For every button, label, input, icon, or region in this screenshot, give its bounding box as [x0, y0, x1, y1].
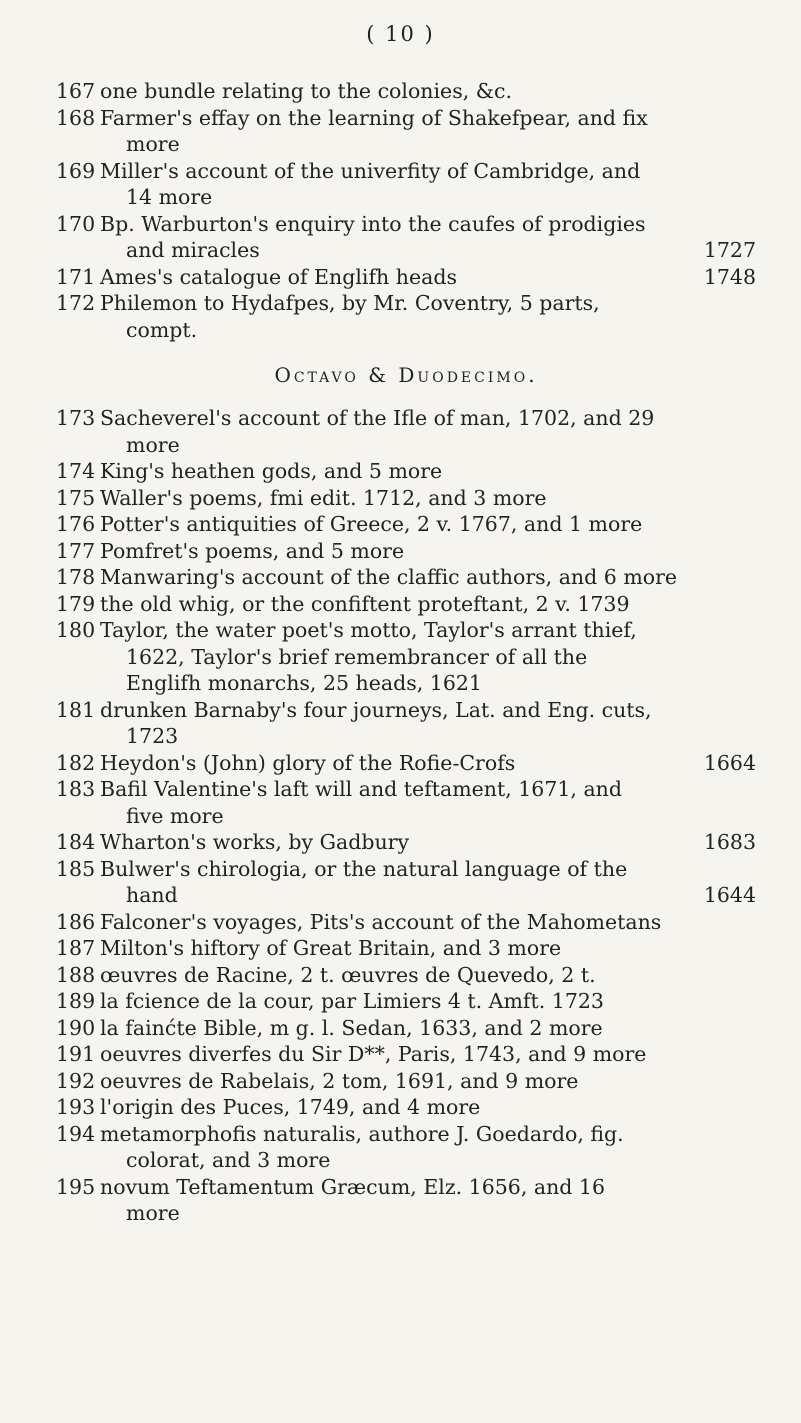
entry-line [100, 237, 756, 264]
entry-line [100, 538, 756, 565]
entry-text: hand [126, 883, 178, 907]
entry-date: 1683 [703, 830, 756, 854]
entry-date: 1644 [703, 883, 756, 907]
entry-date: 1664 [703, 750, 756, 775]
entry-text: more [126, 1201, 180, 1225]
entry-line [100, 1094, 756, 1121]
entry-text: compt. [126, 317, 198, 342]
entry-text: Wharton's works, by Gadbury [100, 830, 410, 854]
catalogue-entry [56, 591, 756, 618]
lot-number: 194 [56, 1121, 96, 1146]
catalogue-entry [56, 158, 756, 211]
entry-text: la fcience de la cour, par Limiers 4 t. Amft. 1723 [100, 989, 604, 1013]
entry-line [100, 1015, 756, 1042]
lot-number: 195 [56, 1174, 96, 1199]
entry-text: 1622, Taylor's brief remembrancer of all the [126, 644, 588, 669]
lot-number: 170 [56, 211, 96, 236]
entry-text: oeuvres de Rabelais, 2 tom, 1691, and 9 more [100, 1068, 579, 1093]
lot-number: 179 [56, 591, 96, 616]
entry-text: Heydon's (John) glory of the Rofie-Crofs [100, 750, 516, 775]
entry-text: Potter's antiquities of Greece, 2 v. 1767, and 1 more [100, 512, 643, 536]
entry-line [100, 591, 756, 618]
lot-number: 188 [56, 962, 96, 987]
entry-text: Waller's poems, fmi edit. 1712, and 3 more [100, 485, 547, 510]
lot-number: 182 [56, 750, 96, 775]
lot-number: 178 [56, 565, 96, 589]
catalogue-entry [56, 750, 756, 777]
entry-line [100, 511, 756, 538]
entry-line [100, 829, 756, 856]
catalogue-entry [56, 78, 756, 105]
catalogue-entry [56, 264, 756, 291]
entry-line [100, 803, 756, 830]
entry-line [100, 617, 756, 644]
catalogue-entry [56, 290, 756, 343]
lot-number: 185 [56, 856, 96, 881]
entry-line [100, 1041, 756, 1068]
entry-line [100, 105, 756, 132]
entry-text: and miracles [126, 238, 260, 262]
entry-line [100, 564, 756, 591]
entry-line [100, 1147, 756, 1174]
catalogue-entry [56, 1041, 756, 1068]
entry-line [100, 1200, 756, 1227]
entry-text: Sacheverel's account of the Ifle of man, 1702, and 29 [100, 406, 655, 430]
catalogue-entry [56, 485, 756, 512]
entry-date: 1748 [703, 264, 756, 289]
catalogue-entry [56, 697, 756, 750]
catalogue-entry [56, 211, 756, 264]
lot-number: 183 [56, 777, 96, 801]
lot-number: 187 [56, 936, 96, 960]
entry-line [100, 264, 756, 291]
entry-line [100, 317, 756, 344]
entry-line [100, 1068, 756, 1095]
entry-line [100, 856, 756, 883]
catalogue-entry [56, 105, 756, 158]
entry-line [100, 723, 756, 750]
entry-line [100, 405, 756, 432]
entry-line [100, 935, 756, 962]
catalogue-entry [56, 962, 756, 989]
entry-line [100, 432, 756, 459]
entry-line [100, 1174, 756, 1201]
lot-number: 191 [56, 1042, 96, 1066]
section-heading: Octavo & Duodecimo. [274, 363, 538, 387]
entry-text: more [126, 432, 180, 457]
entry-text: l'origin des Puces, 1749, and 4 more [100, 1095, 481, 1119]
entry-text: 14 more [126, 185, 213, 209]
entry-text: Falconer's voyages, Pits's account of the Mahometans [100, 909, 662, 934]
entry-text: Bulwer's chirologia, or the natural language of the [100, 856, 628, 881]
entry-text: Bp. Warburton's enquiry into the caufes of prodigies [100, 211, 646, 236]
entry-text: drunken Barnaby's four journeys, Lat. and Eng. cuts, [100, 697, 652, 722]
entry-line [100, 290, 756, 317]
entry-line [100, 909, 756, 936]
catalogue-entry [56, 776, 756, 829]
entry-line [100, 485, 756, 512]
entry-line [100, 988, 756, 1015]
entry-text: Manwaring's account of the claffic authors, and 6 more [100, 565, 678, 589]
catalogue-entry [56, 1094, 756, 1121]
entry-text: œuvres de Racine, 2 t. œuvres de Quevedo, 2 t. [100, 962, 596, 987]
entry-line [100, 184, 756, 211]
entry-line [100, 131, 756, 158]
catalogue-entry [56, 1015, 756, 1042]
entry-text: Englifh monarchs, 25 heads, 1621 [126, 671, 482, 695]
lot-number: 193 [56, 1095, 96, 1119]
entry-line [100, 644, 756, 671]
catalogue-entry [56, 909, 756, 936]
lot-number: 177 [56, 538, 96, 563]
page-number: ( 10 ) [366, 22, 435, 46]
catalogue-entry [56, 1174, 756, 1227]
lot-number: 172 [56, 291, 96, 315]
catalogue-entry [56, 1068, 756, 1095]
lot-number: 192 [56, 1068, 96, 1093]
entry-text: la fainćte Bible, m g. l. Sedan, 1633, and 2 more [100, 1015, 603, 1040]
entry-line [100, 697, 756, 724]
entry-text: 1723 [126, 724, 179, 748]
entry-date: 1727 [703, 238, 756, 262]
entry-text: five more [126, 803, 224, 828]
entries-top-list [56, 78, 756, 343]
catalogue-entry [56, 829, 756, 856]
catalogue-entry [56, 856, 756, 909]
entry-line [100, 776, 756, 803]
entry-line [100, 78, 756, 105]
entry-text: Ames's catalogue of Englifh heads [100, 264, 457, 289]
lot-number: 169 [56, 158, 96, 183]
entry-text: Bafil Valentine's laft will and teftament, 1671, and [100, 777, 622, 801]
entry-text: metamorphofis naturalis, authore J. Goedardo, fig. [100, 1121, 624, 1146]
entry-line [100, 1121, 756, 1148]
catalogue-entry [56, 988, 756, 1015]
entry-text: Taylor, the water poet's motto, Taylor's arrant thief, [100, 618, 637, 642]
catalogue-entry [56, 458, 756, 485]
entry-text: more [126, 132, 180, 156]
entry-text: oeuvres diverfes du Sir D**, Paris, 1743, and 9 more [100, 1042, 647, 1066]
catalogue-entry [56, 538, 756, 565]
lot-number: 174 [56, 459, 96, 483]
lot-number: 173 [56, 406, 96, 430]
lot-number: 180 [56, 618, 96, 642]
entry-line [100, 458, 756, 485]
catalogue-entry [56, 511, 756, 538]
catalogue-entry [56, 1121, 756, 1174]
lot-number: 167 [56, 79, 96, 103]
lot-number: 189 [56, 989, 96, 1013]
catalogue-entry [56, 617, 756, 697]
lot-number: 186 [56, 909, 96, 934]
entries-bottom-list [56, 405, 756, 1227]
entry-text: colorat, and 3 more [126, 1148, 331, 1172]
entry-text: Pomfret's poems, and 5 more [100, 538, 405, 563]
lot-number: 171 [56, 264, 96, 289]
entry-text: King's heathen gods, and 5 more [100, 459, 443, 483]
lot-number: 168 [56, 105, 96, 130]
entry-line [100, 750, 756, 777]
entry-line [100, 211, 756, 238]
entry-line [100, 882, 756, 909]
catalogue-entries [56, 78, 756, 1227]
entry-line [100, 670, 756, 697]
lot-number: 181 [56, 697, 96, 722]
entry-text: Miller's account of the univerfity of Cambridge, and [100, 158, 641, 183]
entry-text: one bundle relating to the colonies, &c. [100, 79, 512, 103]
lot-number: 190 [56, 1015, 96, 1040]
lot-number: 176 [56, 512, 96, 536]
catalogue-entry [56, 935, 756, 962]
lot-number: 175 [56, 485, 96, 510]
catalogue-entry [56, 405, 756, 458]
catalogue-entry [56, 564, 756, 591]
entry-line [100, 962, 756, 989]
entry-text: Farmer's effay on the learning of Shakefpear, and fix [100, 105, 648, 130]
entry-text: novum Teftamentum Græcum, Elz. 1656, and 16 [100, 1174, 606, 1199]
entry-text: Philemon to Hydafpes, by Mr. Coventry, 5 parts, [100, 291, 600, 315]
entry-line [100, 158, 756, 185]
entry-text: the old whig, or the confiftent proteftant, 2 v. 1739 [100, 591, 630, 616]
entry-text: Milton's hiftory of Great Britain, and 3 more [100, 936, 562, 960]
lot-number: 184 [56, 830, 96, 854]
